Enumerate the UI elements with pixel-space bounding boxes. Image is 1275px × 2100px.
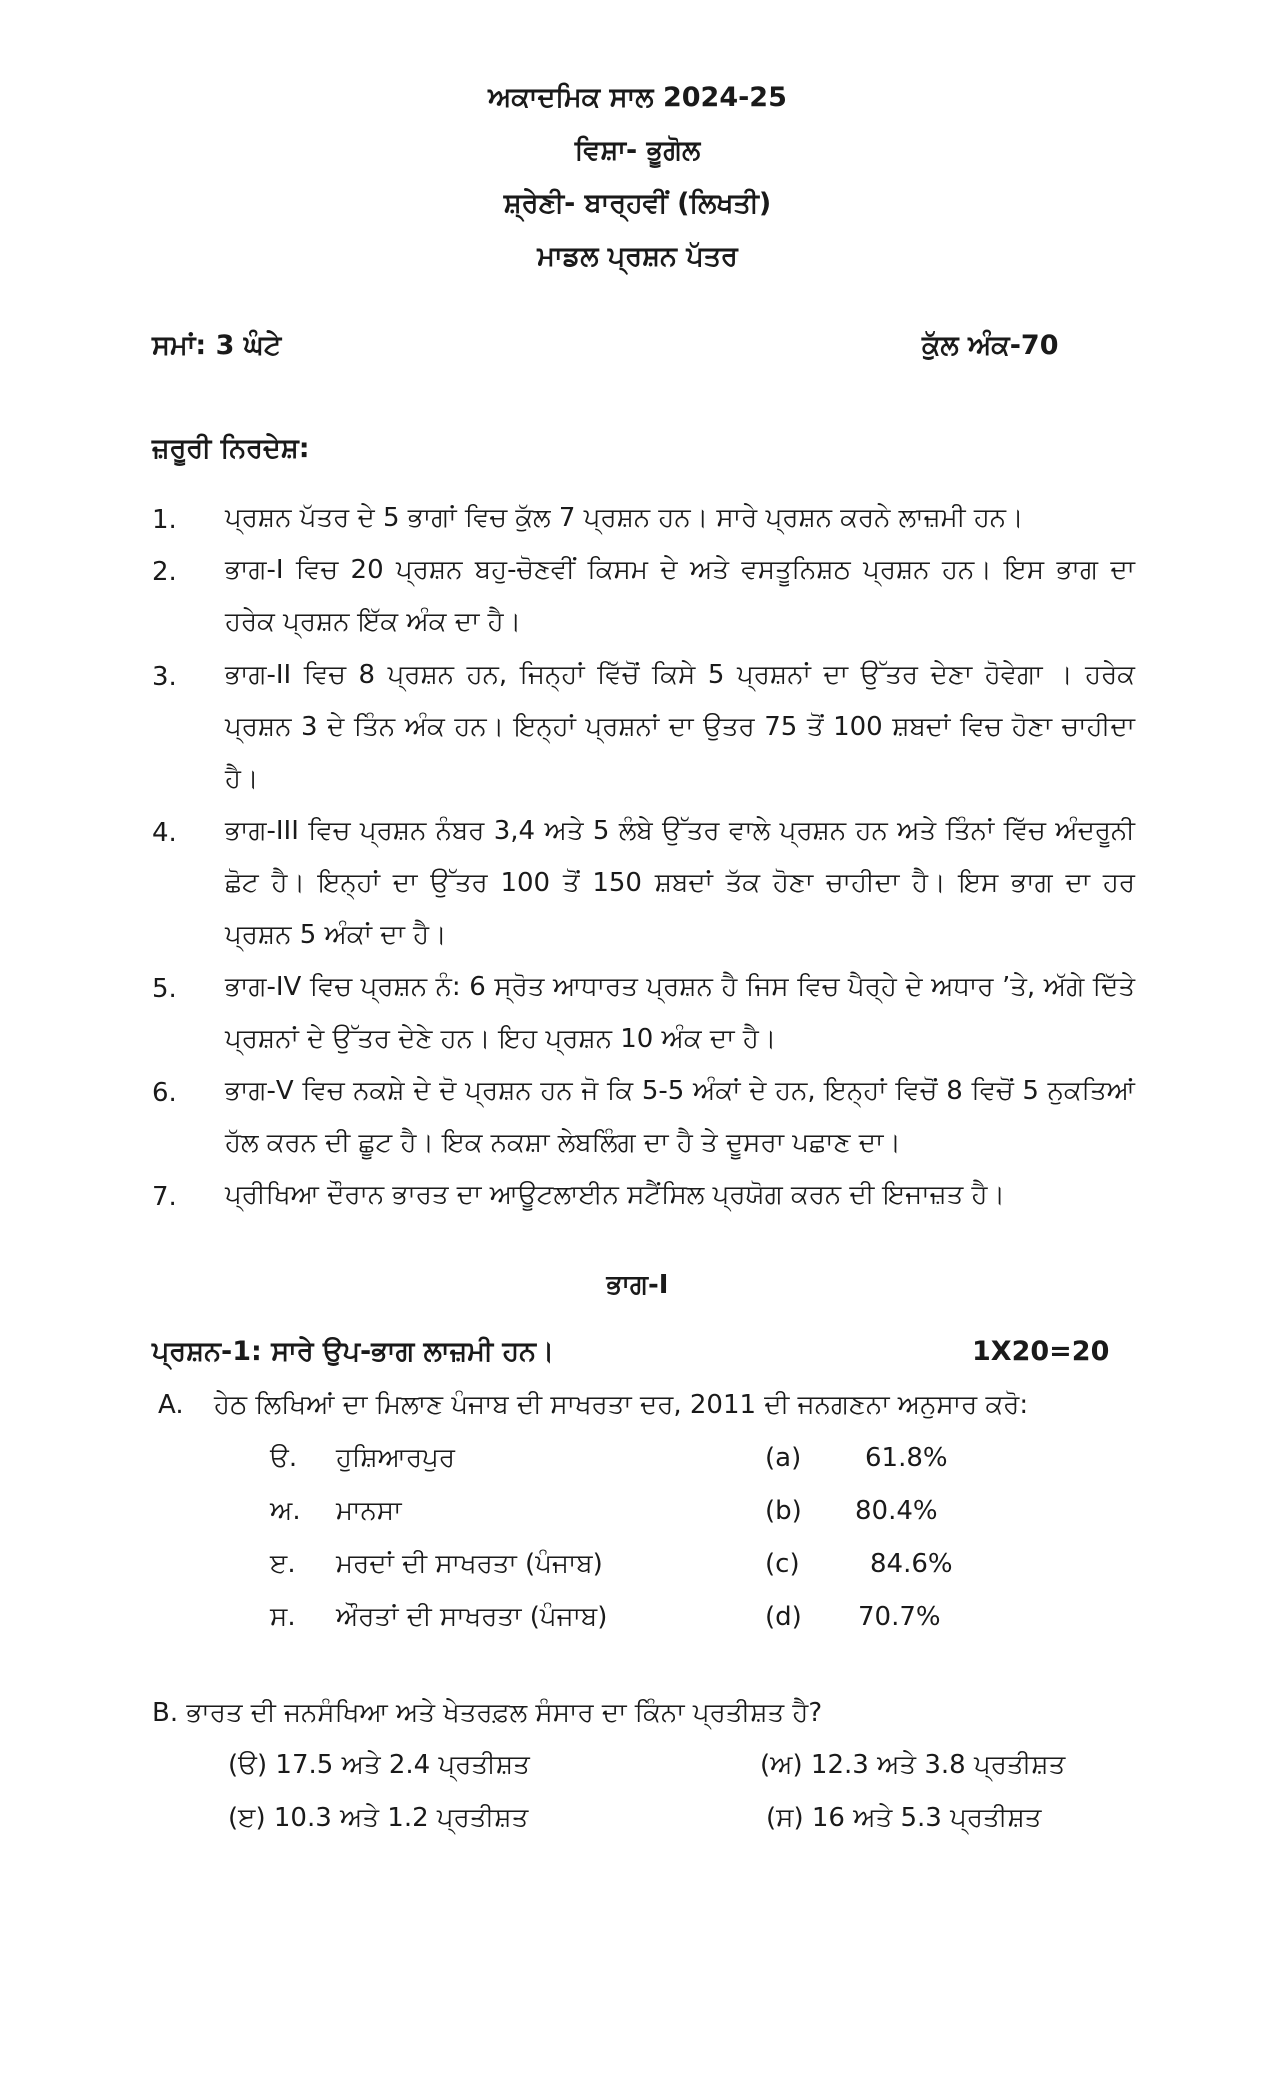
instruction-number: 1. [152, 505, 177, 535]
instruction-number: 2. [152, 557, 177, 587]
instruction-text: ਭਾਗ-II ਵਿਚ 8 ਪ੍ਰਸ਼ਨ ਹਨ, ਜਿਨ੍ਹਾਂ ਵਿੱਚੋਂ ਕਿਸੇ 5 ਪ੍ਰਸ਼ਨਾਂ ਦਾ ਉੱਤਰ ਦੇਣਾ ਹੋਵੇਗਾ । ਹਰੇਕ ਪ੍ਰਸ਼ਨ 3 ਦੇ ਤਿੰਨ ਅੰਕ ਹਨ। ਇਨ੍ਹਾਂ ਪ੍ਰਸ਼ਨਾਂ ਦਾ ਉਤਰ 75 ਤੋਂ 100 ਸ਼ਬਦਾਂ ਵਿਚ ਹੋਣਾ ਚਾਹੀਦਾ ਹੈ। [225, 660, 1135, 794]
match-right-item: 70.7% [858, 1602, 941, 1632]
question-b-option: (ੲ) 10.3 ਅਤੇ 1.2 ਪ੍ਰਤੀਸ਼ਤ [228, 1803, 529, 1833]
match-left-key: ਅ. [270, 1496, 301, 1526]
instruction-text: ਭਾਗ-IV ਵਿਚ ਪ੍ਰਸ਼ਨ ਨੰ: 6 ਸ੍ਰੋਤ ਆਧਾਰਤ ਪ੍ਰਸ਼ਨ ਹੈ ਜਿਸ ਵਿਚ ਪੈਰ੍ਹੇ ਦੇ ਅਧਾਰ ’ਤੇ, ਅੱਗੇ ਦਿੱਤੇ ਪ੍ਰਸ਼ਨਾਂ ਦੇ ਉੱਤਰ ਦੇਣੇ ਹਨ। ਇਹ ਪ੍ਰਸ਼ਨ 10 ਅੰਕ ਦਾ ਹੈ। [225, 972, 1135, 1054]
match-right-key: (a) [765, 1443, 802, 1473]
instruction-text: ਪ੍ਰਸ਼ਨ ਪੱਤਰ ਦੇ 5 ਭਾਗਾਂ ਵਿਚ ਕੁੱਲ 7 ਪ੍ਰਸ਼ਨ ਹਨ। ਸਾਰੇ ਪ੍ਰਸ਼ਨ ਕਰਨੇ ਲਾਜ਼ਮੀ ਹਨ। [225, 503, 1024, 533]
subject-title: ਵਿਸ਼ਾ- ਭੂਗੋਲ [574, 135, 701, 166]
match-left-key: ੲ. [270, 1549, 296, 1579]
match-right-item: 80.4% [855, 1496, 938, 1526]
question-a-text: ਹੇਠ ਲਿਖਿਆਂ ਦਾ ਮਿਲਾਣ ਪੰਜਾਬ ਦੀ ਸਾਖਰਤਾ ਦਰ, 2011 ਦੀ ਜਨਗਣਨਾ ਅਨੁਸਾਰ ਕਰੋ: [214, 1390, 1029, 1420]
question-marks: 1X20=20 [972, 1336, 1110, 1367]
academic-year: ਅਕਾਦਮਿਕ ਸਾਲ 2024-25 [488, 82, 787, 113]
instruction-text: ਭਾਗ-V ਵਿਚ ਨਕਸ਼ੇ ਦੇ ਦੋ ਪ੍ਰਸ਼ਨ ਹਨ ਜੋ ਕਿ 5-5 ਅੰਕਾਂ ਦੇ ਹਨ, ਇਨ੍ਹਾਂ ਵਿਚੋਂ 8 ਵਿਚੋਂ 5 ਨੁਕਤਿਆਂ ਹੱਲ ਕਰਨ ਦੀ ਛੂਟ ਹੈ। ਇਕ ਨਕਸ਼ਾ ਲੇਬਲਿੰਗ ਦਾ ਹੈ ਤੇ ਦੂਸਰਾ ਪਛਾਣ ਦਾ। [225, 1076, 1135, 1158]
match-right-item: 84.6% [870, 1549, 953, 1579]
instruction-number: 3. [152, 662, 177, 692]
question-b-option: (ਸ) 16 ਅਤੇ 5.3 ਪ੍ਰਤੀਸ਼ਤ [766, 1803, 1042, 1833]
question-a-label: A. [158, 1390, 184, 1420]
match-left-item: ਮਰਦਾਂ ਦੀ ਸਾਖਰਤਾ (ਪੰਜਾਬ) [336, 1549, 603, 1579]
match-right-key: (c) [765, 1549, 800, 1579]
paper-title: ਮਾਡਲ ਪ੍ਰਸ਼ਨ ਪੱਤਰ [537, 241, 738, 272]
time-allowed: ਸਮਾਂ: 3 ਘੰਟੇ [152, 330, 282, 361]
match-left-item: ਮਾਨਸਾ [336, 1496, 402, 1526]
instruction-text: ਪ੍ਰੀਖਿਆ ਦੌਰਾਨ ਭਾਰਤ ਦਾ ਆਊਟਲਾਈਨ ਸਟੈਂਸਿਲ ਪ੍ਰਯੋਗ ਕਰਨ ਦੀ ਇਜਾਜ਼ਤ ਹੈ। [225, 1180, 1005, 1210]
instruction-number: 4. [152, 818, 177, 848]
instruction-number: 7. [152, 1182, 177, 1212]
instruction-number: 5. [152, 974, 177, 1004]
match-left-key: ਸ. [270, 1602, 296, 1632]
question-b-text: B. ਭਾਰਤ ਦੀ ਜਨਸੰਖਿਆ ਅਤੇ ਖੇਤਰਫ਼ਲ ਸੰਸਾਰ ਦਾ ਕਿੰਨਾ ਪ੍ਰਤੀਸ਼ਤ ਹੈ? [152, 1698, 823, 1728]
instruction-number: 6. [152, 1078, 177, 1108]
match-left-item: ਔਰਤਾਂ ਦੀ ਸਾਖਰਤਾ (ਪੰਜਾਬ) [336, 1602, 608, 1632]
match-right-key: (d) [765, 1602, 802, 1632]
instruction-text: ਭਾਗ-III ਵਿਚ ਪ੍ਰਸ਼ਨ ਨੰਬਰ 3,4 ਅਤੇ 5 ਲੰਬੇ ਉੱਤਰ ਵਾਲੇ ਪ੍ਰਸ਼ਨ ਹਨ ਅਤੇ ਤਿੰਨਾਂ ਵਿੱਚ ਅੰਦਰੂਨੀ ਛੋਟ ਹੈ। ਇਨ੍ਹਾਂ ਦਾ ਉੱਤਰ 100 ਤੋਂ 150 ਸ਼ਬਦਾਂ ਤੱਕ ਹੋਣਾ ਚਾਹੀਦਾ ਹੈ। ਇਸ ਭਾਗ ਦਾ ਹਰ ਪ੍ਰਸ਼ਨ 5 ਅੰਕਾਂ ਦਾ ਹੈ। [225, 816, 1135, 950]
total-marks: ਕੁੱਲ ਅੰਕ-70 [922, 330, 1059, 361]
instructions-heading: ਜ਼ਰੂਰੀ ਨਿਰਦੇਸ਼: [152, 433, 310, 464]
match-right-item: 61.8% [865, 1443, 948, 1473]
question-b-option: (ਅ) 12.3 ਅਤੇ 3.8 ਪ੍ਰਤੀਸ਼ਤ [760, 1750, 1066, 1780]
instruction-text: ਭਾਗ-I ਵਿਚ 20 ਪ੍ਰਸ਼ਨ ਬਹੁ-ਚੋਣਵੀਂ ਕਿਸਮ ਦੇ ਅਤੇ ਵਸਤੂਨਿਸ਼ਠ ਪ੍ਰਸ਼ਨ ਹਨ। ਇਸ ਭਾਗ ਦਾ ਹਰੇਕ ਪ੍ਰਸ਼ਨ ਇੱਕ ਅੰਕ ਦਾ ਹੈ। [225, 555, 1135, 637]
class-title: ਸ਼੍ਰੇਣੀ- ਬਾਰ੍ਹਵੀਂ (ਲਿਖਤੀ) [503, 188, 772, 219]
match-left-key: ੳ. [270, 1443, 298, 1473]
question-label: ਪ੍ਰਸ਼ਨ-1: ਸਾਰੇ ਉਪ-ਭਾਗ ਲਾਜ਼ਮੀ ਹਨ। [152, 1336, 555, 1367]
question-b-option: (ੳ) 17.5 ਅਤੇ 2.4 ਪ੍ਰਤੀਸ਼ਤ [228, 1750, 530, 1780]
match-left-item: ਹੁਸ਼ਿਆਰਪੁਰ [336, 1443, 455, 1473]
section-title: ਭਾਗ-I [606, 1270, 669, 1300]
match-right-key: (b) [765, 1496, 802, 1526]
